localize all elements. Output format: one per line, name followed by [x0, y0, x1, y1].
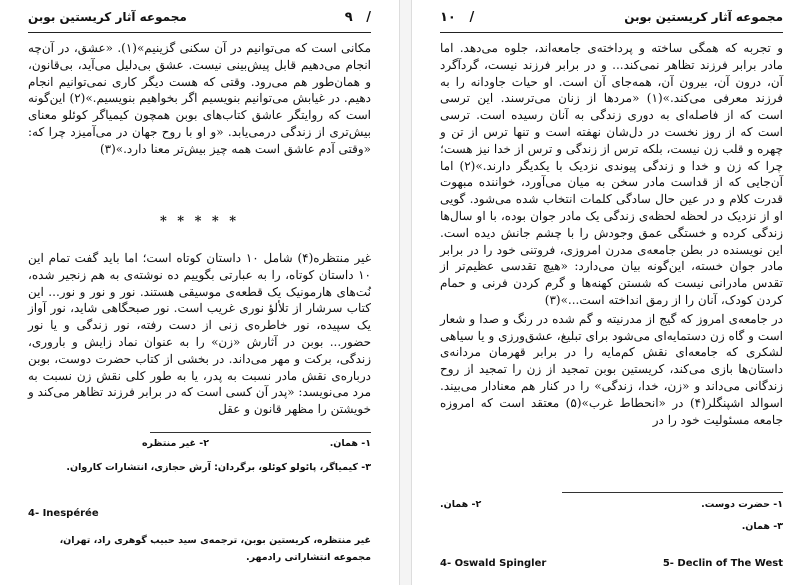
- header-rule: [28, 32, 371, 33]
- section-divider: * * * * *: [159, 214, 240, 229]
- footnote-latin: 5- Declin of The West: [662, 558, 783, 569]
- footnote: ۱- حضرت دوست.: [701, 499, 783, 510]
- footnote-rule: [562, 492, 783, 493]
- footnote: ۳- کیمیاگر، پائولو کوئلو، برگردان: آرش حجازی، انتشارات کاروان.: [66, 462, 371, 473]
- page-header: [28, 10, 371, 30]
- paragraph: و تجربه که همگی ساخته و پرداخته‌ی جامعه‌اند، جلوه می‌دهد. اما مادر برابر فرزند تظاهر نمی‌کند... و در برابر فرزند نیست، گردآگرد آن، درون آن، بیرون آن، همه‌جای آن است. او حیات جاودانه را به فرزند معرفی می‌کند.»(۱) «مردها از زنان می‌ترسند. این ترسی است که از فاصله‌ای به دوری زندگی به آنان رسیده است. ترسی است که از روز نخست در دل‌شان نهفته است و تنها ترس از تن و چهره و قلب زن نیست، بلکه ترس از زندگی و ترس از خدا نیز هست؛ چرا که زن و خدا و زندگی پیوندی نزدیک با یکدیگر دارند.»(۲) اما آن‌جایی که از قداست مادر سخن به میان می‌آورد، خواننده مبهوت قدرت کلام و در عین حال سادگی کلمات انتخاب شده می‌شود. گویی او از نزدیک در لحظه لحظه‌ی زندگی یک مادر جوان بوده، با او سال‌ها زندگی کرده و خستگی عمق وجودش را با چشم جانش دیده است. این نویسنده در بطن جامعه‌ی مدرن امروزی، فروتنی خود را در برابر مادر جوان خسته، این‌گونه بیان می‌دارد: «هیچ تقدسی عظیم‌تر از تقدس مادرانی نیست که شستن کهنه‌ها و گرم کردن فرنی و حمام کردن کودک، آنان را از رمق انداخته است...»(۳): [440, 41, 784, 307]
- footnote-latin: 4- Oswald Spingler: [440, 558, 547, 569]
- paragraph: مکانی است که می‌توانیم در آن سکنی گزینیم»(۱). «عشق، در آن‌چه انجام می‌دهیم قابل پیش‌بینی نیست. عشق بی‌دلیل می‌آید، بی‌قانون، و همان‌طور هم می‌رود. وقتی که هست دیگر کاری نمی‌توانیم انجام دهیم. در غیابش می‌توانیم بنویسیم اگر بخواهیم بنویسیم.»(۲) این‌گونه است که روایتگر عاشق کتاب‌های بوبن همچون کیمیاگر کوئلو معنای بیش‌تری از زندگی درمی‌یابد. «و او با روح جهان در می‌آمیزد چرا که: «وقتی آدم عاشق است همه چیز بیش‌تر معنا دارد.»(۳): [28, 41, 371, 156]
- running-title: مجموعه آثار کریستین بوبن: [624, 10, 783, 24]
- right-page: [411, 0, 811, 585]
- footnote: ۱- همان.: [329, 438, 371, 449]
- footnote: ۲- غیر منتظره: [141, 438, 209, 449]
- footnote: غیر منتظره، کریستین بوبن، ترجمه‌ی سید حبیب گوهری راد، تهران، مجموعه انتشاراتی رادمهر.: [59, 535, 371, 563]
- running-title: مجموعه آثار کریستین بوبن: [28, 10, 187, 24]
- paragraph: غیر منتظره(۴) شامل ۱۰ داستان کوتاه است؛ اما باید گفت تمام این ۱۰ داستان کوتاه، را به عبارتی بگوییم ده نوشته‌ی به هم زنجیر شده، نُت‌های هارمونیک یک قطعه‌ی موسیقی هستند. نور و نور و نور... این کتاب سرشار از تلألؤ نوری غریب است. نور صبحگاهی شاید، نور آواز یک سپیده، نور خاطره‌ی زنی از دست رفته، نور زندگی و یا نور حضور... بوبن در آثارش «زن» را به عنوان نماد زایش و باروری، زندگی، برکت و مهر می‌داند. در بخشی از کتاب حضرت دوست، بوبن درباره‌ی نقش مادر نسبت به پدر، یا به طور کلی نقش زن نسبت به مرد می‌نویسد: «پدر آن کسی است که در برابر فرزند تظاهر می‌کند و خویشتن را مظهر قانون و عقل: [27, 251, 372, 417]
- footnote: ۲- همان.: [440, 499, 482, 510]
- body-text: [28, 250, 371, 418]
- footnote-rule: [150, 432, 371, 433]
- page-number: ۱۰ /: [440, 10, 475, 25]
- left-page: [0, 0, 400, 585]
- body-text: [28, 40, 371, 158]
- header-rule: [440, 32, 783, 33]
- body-text: [440, 40, 783, 428]
- footnote-latin: 4- Inespérée: [28, 508, 99, 519]
- page-header: [440, 10, 783, 30]
- footnote: ۳- همان.: [741, 521, 783, 532]
- paragraph: در جامعه‌ی امروز که گیج از مدرنیته و گم شده در رنگ و صدا و شعار است و گاه زن دستمایه‌ای می‌شود برای تبلیغ، عشق‌ورزی و یا سیاهی لشکری که جامعه‌ای نقش کم‌مایه را در برابر قهرمان مردانه‌ی داستان‌ها بازی می‌کند، کریستین بوبن تمجید از زن را تمجید از روح زندگانی می‌داند و «زن، خدا، زندگی» را در کنار هم معنادار می‌بیند. اسوالد اشپنگلر(۴) در «انحطاط غرب»(۵) معتقد است که امروزه جامعه مسئولیت خود را در: [440, 311, 783, 427]
- page-number: ٩ /: [344, 10, 371, 25]
